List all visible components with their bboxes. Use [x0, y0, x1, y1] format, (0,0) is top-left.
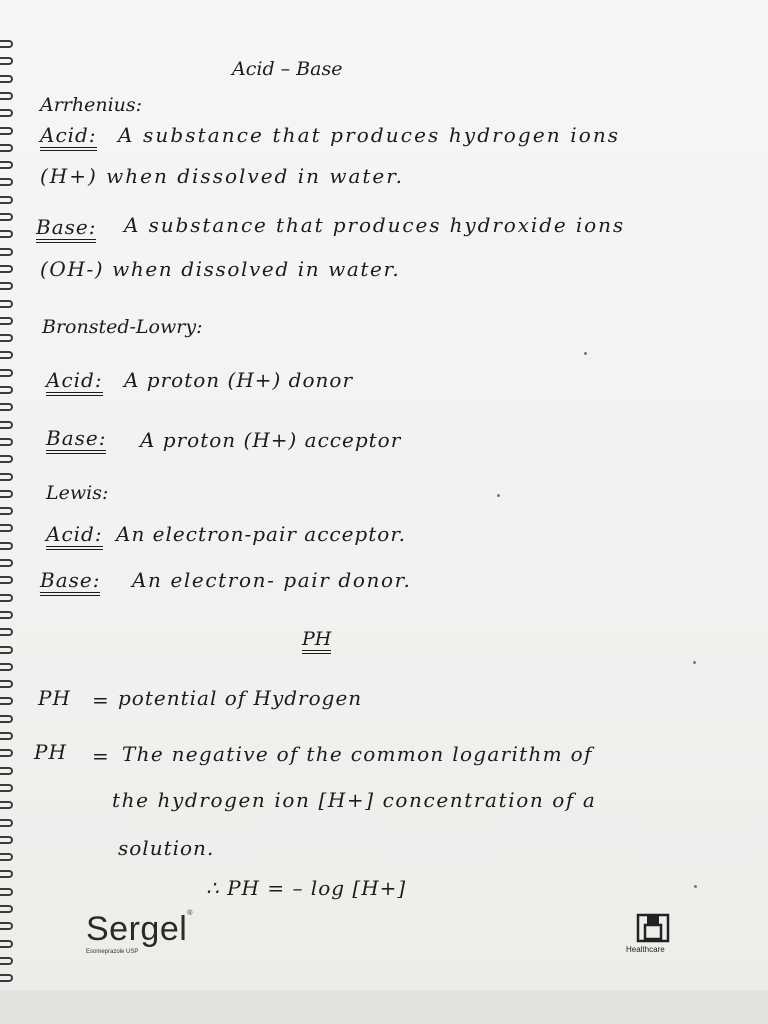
- spiral-ring: [0, 300, 13, 308]
- ph-def1-equals: =: [92, 688, 110, 712]
- ph-def1-left: PH: [38, 686, 71, 710]
- bronsted-acid-text: A proton (H+) donor: [124, 368, 354, 392]
- lewis-base-text: An electron- pair donor.: [132, 568, 412, 592]
- spiral-ring: [0, 507, 13, 515]
- ph-def2-line-2: the hydrogen ion [H+] concentration of a: [112, 788, 597, 812]
- spiral-ring: [0, 438, 13, 446]
- bronsted-acid-label: Acid:: [46, 368, 103, 396]
- paper-speck: [584, 352, 587, 355]
- spiral-ring: [0, 144, 13, 152]
- spiral-ring: [0, 490, 13, 498]
- spiral-ring: [0, 749, 13, 757]
- ph-def2-line-3: solution.: [118, 836, 215, 860]
- spiral-ring: [0, 161, 13, 169]
- spiral-ring: [0, 646, 13, 654]
- bronsted-base-label: Base:: [46, 426, 106, 454]
- spiral-ring: [0, 524, 13, 532]
- spiral-ring: [0, 628, 13, 636]
- ph-def1-text: potential of Hydrogen: [118, 686, 363, 710]
- spiral-ring: [0, 905, 13, 913]
- arrhenius-base-label: Base:: [36, 215, 96, 243]
- spiral-binding: [0, 40, 16, 990]
- spiral-ring: [0, 559, 13, 567]
- arrhenius-base-line-1: A substance that produces hydroxide ions: [124, 213, 626, 237]
- bronsted-base-text: A proton (H+) acceptor: [140, 428, 402, 452]
- spiral-ring: [0, 109, 13, 117]
- arrhenius-acid-label: Acid:: [40, 123, 97, 151]
- paper-speck: [497, 494, 500, 497]
- ph-def2-left: PH: [34, 740, 67, 764]
- spiral-ring: [0, 127, 13, 135]
- spiral-ring: [0, 57, 13, 65]
- spiral-ring: [0, 732, 13, 740]
- registered-mark: ®: [187, 910, 193, 917]
- spiral-ring: [0, 40, 13, 48]
- lewis-heading: Lewis:: [46, 482, 109, 504]
- spiral-ring: [0, 369, 13, 377]
- spiral-ring: [0, 282, 13, 290]
- arrhenius-base-line-2: (OH-) when dissolved in water.: [40, 257, 401, 281]
- spiral-ring: [0, 715, 13, 723]
- spiral-ring: [0, 421, 13, 429]
- arrhenius-acid-line-1: A substance that produces hydrogen ions: [118, 123, 621, 147]
- spiral-ring: [0, 594, 13, 602]
- paper-speck: [694, 885, 697, 888]
- spiral-ring: [0, 92, 13, 100]
- spiral-ring: [0, 922, 13, 930]
- spiral-ring: [0, 819, 13, 827]
- spiral-ring: [0, 334, 13, 342]
- ph-def2-equals: =: [92, 744, 110, 768]
- spiral-ring: [0, 974, 13, 982]
- spiral-ring: [0, 836, 13, 844]
- paper-speck: [693, 661, 696, 664]
- sergel-logo: [86, 910, 193, 949]
- ph-def2-line-1: The negative of the common logarithm of: [122, 742, 593, 766]
- page-bottom-edge: [0, 990, 768, 1024]
- spiral-ring: [0, 178, 13, 186]
- sergel-brand-text: Sergel: [86, 910, 188, 948]
- lewis-base-label: Base:: [40, 568, 100, 596]
- spiral-ring: [0, 888, 13, 896]
- spiral-ring: [0, 801, 13, 809]
- spiral-ring: [0, 213, 13, 221]
- spiral-ring: [0, 870, 13, 878]
- spiral-ring: [0, 230, 13, 238]
- spiral-ring: [0, 386, 13, 394]
- spiral-ring: [0, 663, 13, 671]
- spiral-ring: [0, 784, 13, 792]
- lewis-acid-label: Acid:: [46, 522, 103, 550]
- spiral-ring: [0, 317, 13, 325]
- spiral-ring: [0, 248, 13, 256]
- spiral-ring: [0, 351, 13, 359]
- ph-heading: PH: [302, 628, 331, 654]
- spiral-ring: [0, 853, 13, 861]
- spiral-ring: [0, 957, 13, 965]
- arrhenius-heading: Arrhenius:: [40, 94, 143, 116]
- healthcare-logo-icon: [636, 913, 670, 943]
- spiral-ring: [0, 542, 13, 550]
- lewis-acid-text: An electron-pair acceptor.: [116, 522, 407, 546]
- spiral-ring: [0, 403, 13, 411]
- spiral-ring: [0, 75, 13, 83]
- bronsted-lowry-heading: Bronsted-Lowry:: [42, 316, 203, 338]
- spiral-ring: [0, 680, 13, 688]
- arrhenius-acid-line-2: (H+) when dissolved in water.: [40, 164, 404, 188]
- spiral-ring: [0, 576, 13, 584]
- spiral-ring: [0, 767, 13, 775]
- page-title: Acid – Base: [232, 58, 343, 80]
- sergel-subtitle: Esomeprazole USP: [86, 949, 139, 955]
- healthcare-label: Healthcare: [626, 945, 665, 954]
- spiral-ring: [0, 940, 13, 948]
- spiral-ring: [0, 455, 13, 463]
- spiral-ring: [0, 697, 13, 705]
- spiral-ring: [0, 611, 13, 619]
- spiral-ring: [0, 265, 13, 273]
- spiral-ring: [0, 196, 13, 204]
- ph-formula: ∴ PH = – log [H+]: [206, 876, 407, 900]
- spiral-ring: [0, 473, 13, 481]
